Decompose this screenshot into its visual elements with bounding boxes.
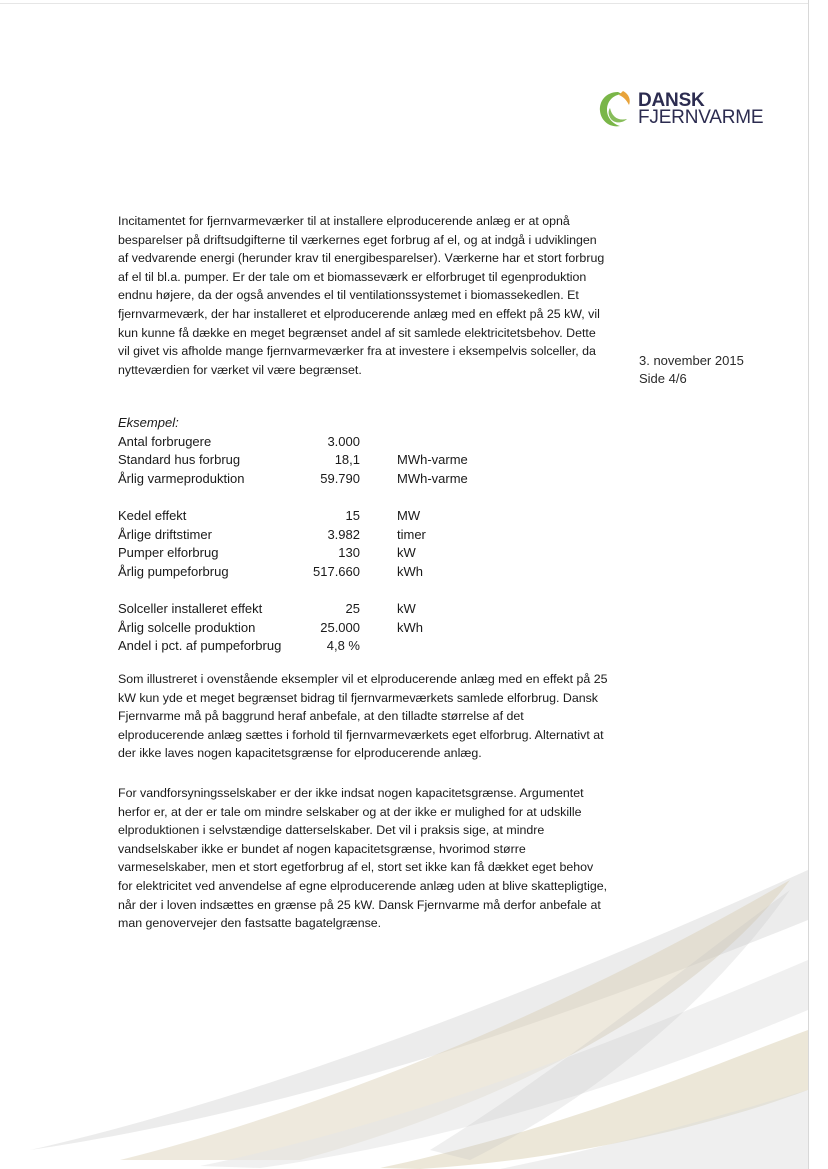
example-label: Antal forbrugere xyxy=(118,433,212,449)
example-value: 25 xyxy=(345,600,360,616)
example-unit xyxy=(360,637,397,656)
example-row xyxy=(118,619,498,638)
example-value: 25.000 xyxy=(320,619,360,635)
page-top-edge xyxy=(0,3,808,4)
example-unit: kW xyxy=(397,545,416,561)
example-unit: MW xyxy=(397,507,421,523)
document-meta xyxy=(639,352,744,388)
decorative-swoosh-graphic xyxy=(0,850,808,1169)
body-paragraph-3: For vandforsyningsselskaber er der ikke indsat nogen kapacitetsgrænse. Argumentet herfor er, at der er tale om mindre selskaber og at der ikke er mulighed for at udskille elproduktionen i selvstændige datterselskaber. Det vil i praksis sige, at mindre vandselskaber ikke er bundet af nogen kapacitetsgrænse, hvorimod større varmeselskaber, men et stort egetforbrug af el, stort set ikke kan få dækket eget behov for elektricitet ved anvendelse af egne elproducerende anlæg uden at blive skattepligtige, når der i loven indsættes en grænse på 25 kW. Dansk Fjernvarme må derfor anbefale at man genovervejer den fastsatte bagatelgrænse. xyxy=(118,786,608,931)
example-label: Årlig pumpeforbrug xyxy=(118,563,229,579)
example-row xyxy=(118,563,498,582)
logo-line-2: FJERNVARME xyxy=(638,107,764,128)
page-number: Side 4/6 xyxy=(639,371,687,386)
example-value: 130 xyxy=(338,545,360,561)
example-label: Årlige driftstimer xyxy=(118,526,212,542)
example-value: 4,8 % xyxy=(326,638,360,654)
logo-line-1: DANSK xyxy=(638,90,705,111)
example-unit xyxy=(360,433,397,452)
dansk-fjernvarme-swirl-icon xyxy=(596,88,636,132)
example-row xyxy=(118,433,498,452)
example-unit: timer xyxy=(397,526,426,542)
example-unit: kWh xyxy=(397,619,423,635)
example-value: 3.000 xyxy=(327,433,360,449)
example-group-3 xyxy=(118,600,498,656)
example-label: Standard hus forbrug xyxy=(118,452,241,468)
page-right-edge xyxy=(808,0,809,1169)
example-unit: kW xyxy=(397,600,416,616)
example-table xyxy=(118,414,498,674)
example-label: Pumper elforbrug xyxy=(118,545,219,561)
body-paragraph-1: Incitamentet for fjernvarmeværker til at installere elproducerende anlæg er at opnå besparelser på driftsudgifterne til værkernes eget forbrug af el, og at indgå i udviklingen af vedvarende energi (herunder krav til energibesparelser). Værkerne har et stort forbrug af el til bl.a. pumper. Er der tale om et biomasseværk er elforbruget til egenproduktion endnu højere, da der også anvendes el til ventilationssystemet i biomassekedlen. Et fjernvarmeværk, der har installeret et elproducerende anlæg med en effekt på 25 kW, vil kun kunne få dække en meget begrænset andel af sit samlede elektricitetsbehov. Dette vil givet vis afholde mange fjernvarmeværker fra at investere i eksempelvis solceller, da nytteværdien for værket vil være begrænset. xyxy=(118,214,605,377)
example-row xyxy=(118,544,498,563)
example-unit: MWh-varme xyxy=(397,452,468,468)
example-group-1 xyxy=(118,433,498,489)
example-value: 59.790 xyxy=(320,470,360,486)
example-unit: kWh xyxy=(397,563,423,579)
example-label: Kedel effekt xyxy=(118,507,187,523)
example-label: Årlig varmeproduktion xyxy=(118,470,245,486)
example-row xyxy=(118,451,498,470)
example-row xyxy=(118,637,498,656)
body-paragraph-2: Som illustreret i ovenstående eksempler vil et elproducerende anlæg med en effekt på 25 kW kun yde et meget begrænset bidrag til fjernvarmeværkets samlede elforbrug. Dansk Fjernvarme må på baggrund heraf anbefale, at den tilladte størrelse af det elproducerende anlæg sættes i forhold til fjernvarmeværkets eget elforbrug. Alternativt at der ikke laves nogen kapacitetsgrænse for elproducerende anlæg. xyxy=(118,672,608,761)
example-value: 517.660 xyxy=(313,563,360,579)
example-row xyxy=(118,507,498,526)
dansk-fjernvarme-logo xyxy=(596,88,766,136)
example-value: 3.982 xyxy=(327,526,360,542)
example-unit: MWh-varme xyxy=(397,470,468,486)
example-value: 15 xyxy=(345,507,360,523)
example-value: 18,1 xyxy=(334,452,360,468)
document-date: 3. november 2015 xyxy=(639,353,744,368)
example-row xyxy=(118,470,498,489)
example-row xyxy=(118,600,498,619)
example-label: Andel i pct. af pumpeforbrug xyxy=(118,638,282,654)
example-label: Årlig solcelle produktion xyxy=(118,619,256,635)
example-row xyxy=(118,526,498,545)
example-group-2 xyxy=(118,507,498,581)
example-heading: Eksempel: xyxy=(118,415,179,430)
example-label: Solceller installeret effekt xyxy=(118,600,263,616)
